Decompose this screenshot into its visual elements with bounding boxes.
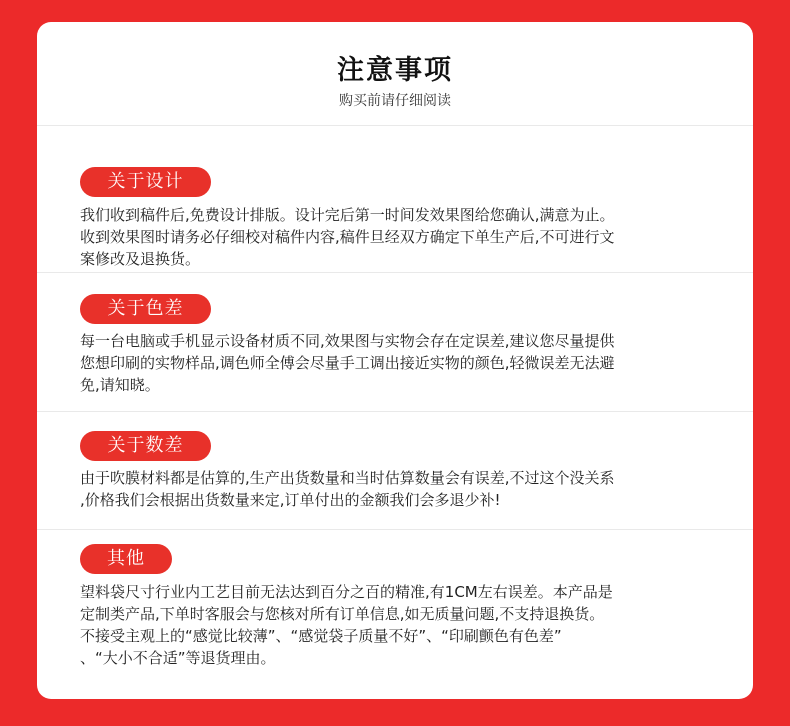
text-line: 不接受主观上的“感觉比较薄”、“感觉袋子质量不好”、“印刷颤色有色差” — [80, 627, 562, 645]
section-body — [80, 581, 720, 669]
section-heading-badge: 关于设计 — [80, 167, 211, 197]
text-line: 案修改及退换货。 — [80, 250, 201, 268]
text-line: 收到效果图时请务必仔细校对稿件内容,稿件旦经双方确定下单生产后,不可进行文 — [80, 228, 615, 246]
section-heading-badge: 关于色差 — [80, 294, 211, 324]
section-quantity-difference — [37, 412, 753, 530]
text-line: 每一台电脑或手机显示设备材质不同,效果图与实物会存在定误差,建议您尽量提供 — [80, 332, 615, 350]
section-color-difference — [37, 273, 753, 412]
notice-header — [37, 22, 753, 126]
text-line: 望料袋尺寸行业内工艺目前无法达到百分之百的精准,有1CM左右误差。本产品是 — [80, 583, 613, 601]
section-heading-badge: 关于数差 — [80, 431, 211, 461]
text-line: 由于吹膜材料都是估算的,生产出货数量和当时估算数量会有误差,不过这个没关系 — [80, 469, 615, 487]
section-heading-badge: 其他 — [80, 544, 172, 574]
section-design — [37, 126, 753, 273]
page-subtitle: 购买前请仔细阅读 — [339, 93, 451, 109]
section-other — [37, 530, 753, 699]
page-title: 注意事项 — [337, 55, 453, 86]
text-line: 免,请知晓。 — [80, 376, 160, 394]
section-body — [80, 204, 720, 270]
text-line: 、“大小不合适”等退货理由。 — [80, 649, 276, 667]
section-body — [80, 467, 720, 511]
text-line: 您想印刷的实物样品,调色师全傅会尽量手工调出接近实物的颜色,轻微误差无法避 — [80, 354, 615, 372]
notice-card — [37, 22, 753, 699]
text-line: ,价格我们会根据出货数量来定,订单付出的金额我们会多退少补! — [80, 491, 501, 509]
section-body — [80, 330, 720, 396]
text-line: 我们收到稿件后,免费设计排版。设计完后第一时间发效果图给您确认,满意为止。 — [80, 206, 615, 224]
text-line: 定制类产品,下单时客服会与您核对所有订单信息,如无质量问题,不支持退换货。 — [80, 605, 605, 623]
